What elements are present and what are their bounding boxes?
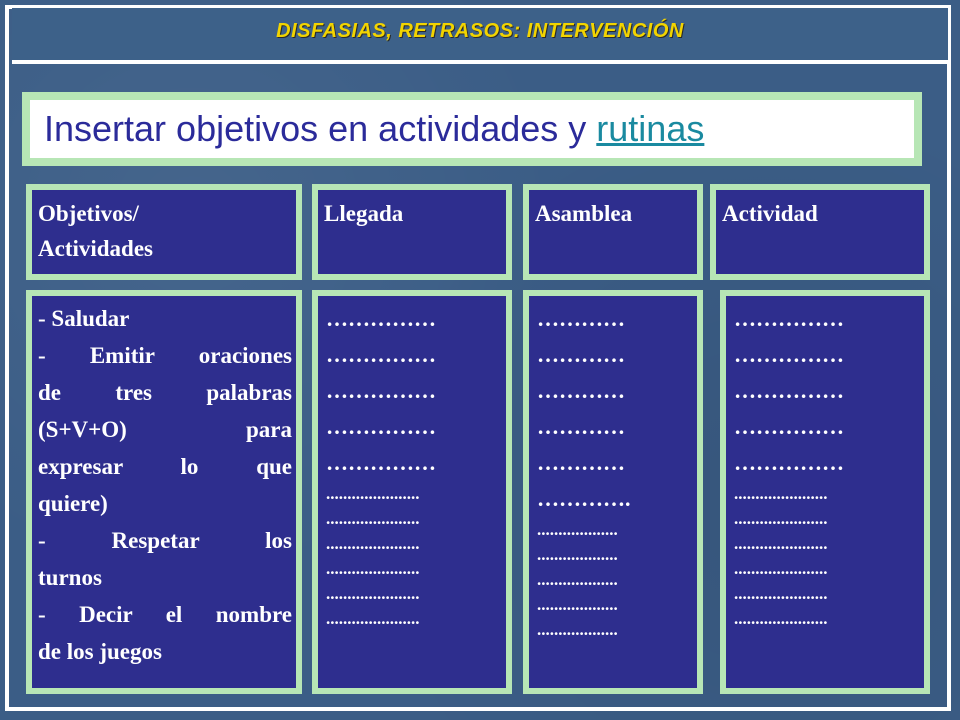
actividad-line: ......................	[734, 559, 828, 578]
llegada-line: ......................	[326, 534, 420, 553]
slide-title-box	[22, 92, 922, 166]
actividad-line: ……………	[734, 450, 844, 475]
header-cell-llegada	[312, 184, 512, 280]
header-asamblea-label: Asamblea	[535, 201, 633, 226]
objective-line: turnos	[38, 565, 102, 590]
objective-line: de los juegos	[38, 639, 162, 664]
llegada-line: ......................	[326, 584, 420, 603]
rutinas-link[interactable]: rutinas	[596, 108, 705, 149]
header-cell-actividad	[710, 184, 930, 280]
header-cell-objetivos	[26, 184, 302, 280]
llegada-line: ……………	[326, 306, 436, 331]
asamblea-line: ...................	[537, 520, 618, 539]
llegada-line: ……………	[326, 342, 436, 367]
asamblea-line: ...................	[537, 570, 618, 589]
objective-line: expresar lo que	[38, 454, 292, 479]
header-llegada-label: Llegada	[324, 201, 404, 226]
asamblea-line: …………	[537, 378, 625, 403]
actividad-cell	[720, 290, 930, 694]
asamblea-line: …………	[537, 414, 625, 439]
asamblea-cell	[523, 290, 703, 694]
header-title: DISFASIAS, RETRASOS: INTERVENCIÓN	[276, 20, 684, 42]
slide-title	[44, 108, 704, 150]
objective-line: (S+V+O) para	[38, 417, 292, 442]
header-actividad-label: Actividad	[722, 201, 818, 226]
objective-line: - Decir el nombre	[38, 602, 292, 627]
objective-line: quiere)	[38, 491, 108, 516]
llegada-cell	[312, 290, 512, 694]
llegada-line: ……………	[326, 414, 436, 439]
actividad-line: ......................	[734, 584, 828, 603]
llegada-line: ......................	[326, 509, 420, 528]
actividad-line: ......................	[734, 609, 828, 628]
header-cell-asamblea	[523, 184, 703, 280]
header-objetivos-line-2: Actividades	[38, 236, 153, 261]
asamblea-line: ...................	[537, 620, 618, 639]
asamblea-line: …………	[537, 342, 625, 367]
llegada-line: ……………	[326, 378, 436, 403]
actividad-line: ……………	[734, 378, 844, 403]
actividad-line: ……………	[734, 414, 844, 439]
actividad-line: ……………	[734, 306, 844, 331]
asamblea-line: …………	[537, 450, 625, 475]
actividad-line: ......................	[734, 534, 828, 553]
llegada-line: ......................	[326, 609, 420, 628]
asamblea-line: ………….	[537, 486, 631, 511]
objectives-cell	[26, 290, 302, 694]
header-objetivos-line-1: Objetivos/	[38, 201, 139, 226]
llegada-line: ......................	[326, 484, 420, 503]
objective-line: - Respetar los	[38, 528, 292, 553]
actividad-line: ……………	[734, 342, 844, 367]
objective-line: - Saludar	[38, 306, 130, 331]
llegada-line: ……………	[326, 450, 436, 475]
objective-line: de tres palabras	[38, 380, 292, 405]
actividad-line: ......................	[734, 484, 828, 503]
llegada-line: ......................	[326, 559, 420, 578]
objective-line: - Emitir oraciones	[38, 343, 292, 368]
slide-title-main: Insertar objetivos en actividades y	[44, 108, 597, 149]
asamblea-line: ...................	[537, 595, 618, 614]
asamblea-line: ...................	[537, 545, 618, 564]
header-bar	[12, 8, 948, 64]
asamblea-line: …………	[537, 306, 625, 331]
actividad-line: ......................	[734, 509, 828, 528]
